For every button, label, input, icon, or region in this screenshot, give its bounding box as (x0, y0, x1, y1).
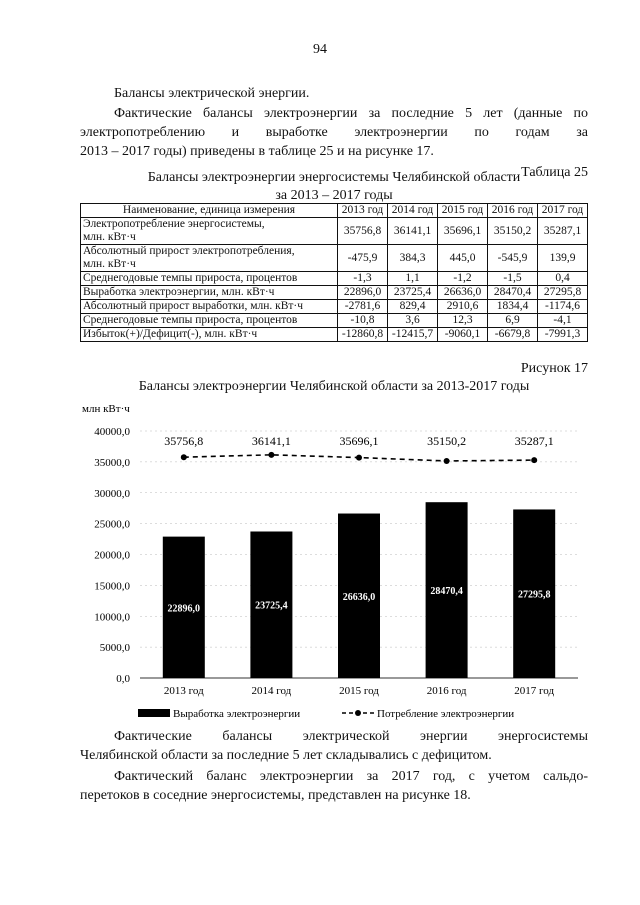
y-tick-label: 20000,0 (94, 549, 130, 562)
cell: 36141,1 (388, 218, 438, 245)
row-name: Электропотребление энергосистемы, млн. кВт·ч (81, 218, 338, 245)
cell: 0,4 (538, 272, 588, 286)
figure-label: Рисунок 17 (520, 361, 588, 376)
x-tick-label: 2016 год (426, 685, 467, 697)
y-tick-label: 40000,0 (94, 426, 130, 438)
intro-line-2: электропотреблению и выработке электроэнергии по годам за (80, 125, 588, 140)
row-name: Среднегодовые темпы прироста, процентов (81, 314, 338, 328)
cell: 27295,8 (538, 286, 588, 300)
cell: -7991,3 (538, 328, 588, 342)
x-tick-label: 2013 год (163, 685, 204, 697)
cell: 384,3 (388, 245, 438, 272)
cell: -12415,7 (388, 328, 438, 342)
cell: -10,8 (338, 314, 388, 328)
table-row (81, 245, 588, 272)
table-row (81, 328, 588, 342)
legend-bar-label: Выработка электроэнергии (173, 708, 301, 720)
closing-p1-line-2: Челябинской области за последние 5 лет складывались с дефицитом. (80, 748, 492, 763)
cell: 35287,1 (538, 218, 588, 245)
bar-value-label: 22896,0 (167, 603, 201, 615)
header-2017: 2017 год (538, 204, 588, 218)
consumption-value-label: 35756,8 (164, 434, 204, 448)
cell: -545,9 (488, 245, 538, 272)
y-tick-label: 10000,0 (94, 611, 130, 624)
consumption-point (531, 457, 537, 463)
cell: 6,9 (488, 314, 538, 328)
table-row (81, 300, 588, 314)
y-tick-label: 15000,0 (94, 580, 130, 593)
x-tick-label: 2015 год (339, 685, 379, 697)
page-number: 94 (313, 42, 327, 57)
row-name: Абсолютный прирост электропотребления, млн. кВт·ч (81, 245, 338, 272)
bar-value-label: 23725,4 (255, 600, 288, 612)
cell: 139,9 (538, 245, 588, 272)
consumption-value-label: 36141,1 (251, 434, 291, 448)
consumption-value-label: 35696,1 (339, 434, 379, 448)
table-title-line-1: Балансы электроэнергии энергосистемы Челябинской области (147, 170, 521, 185)
header-2016: 2016 год (488, 204, 538, 218)
balance-table (80, 203, 588, 342)
x-tick-label: 2014 год (251, 685, 292, 697)
cell: -1,5 (488, 272, 538, 286)
header-name: Наименование, единица измерения (81, 204, 338, 218)
cell: 28470,4 (488, 286, 538, 300)
cell: -12860,8 (338, 328, 388, 342)
y-tick-label: 35000,0 (94, 456, 130, 469)
header-2014: 2014 год (388, 204, 438, 218)
consumption-point (444, 458, 450, 464)
table-header-row (81, 204, 588, 218)
cell: -4,1 (538, 314, 588, 328)
legend-bar-swatch (138, 709, 170, 717)
cell: 1,1 (388, 272, 438, 286)
bar-value-label: 27295,8 (517, 589, 551, 601)
row-name: Избыток(+)/Дефицит(-), млн. кВт·ч (81, 328, 338, 342)
row-name: Абсолютный прирост выработки, млн. кВт·ч (81, 300, 338, 314)
cell: 35696,1 (438, 218, 488, 245)
intro-line-3: 2013 – 2017 годы) приведены в таблице 25 и на рисунке 17. (80, 144, 434, 159)
y-tick-label: 5000,0 (99, 642, 130, 655)
row-name: Среднегодовые темпы прироста, процентов (81, 272, 338, 286)
cell: 22896,0 (338, 286, 388, 300)
cell: 445,0 (438, 245, 488, 272)
cell: -475,9 (338, 245, 388, 272)
x-tick-label: 2017 год (514, 685, 555, 697)
header-2013: 2013 год (338, 204, 388, 218)
bar-value-label: 28470,4 (430, 586, 463, 598)
closing-p1-line-1: Фактические балансы электрической энергии энергосистемы (114, 729, 588, 744)
cell: 1834,4 (488, 300, 538, 314)
intro-line-1: Фактические балансы электроэнергии за последние 5 лет (данные по (114, 106, 588, 121)
legend-line-marker (355, 710, 361, 716)
table-row (81, 218, 588, 245)
row-name: Выработка электроэнергии, млн. кВт·ч (81, 286, 338, 300)
cell: -1,2 (438, 272, 488, 286)
consumption-point (356, 455, 362, 461)
cell: -9060,1 (438, 328, 488, 342)
consumption-value-label: 35287,1 (514, 434, 554, 448)
cell: 3,6 (388, 314, 438, 328)
legend-line-label: Потребление электроэнергии (377, 708, 515, 720)
cell: 2910,6 (438, 300, 488, 314)
table-row (81, 272, 588, 286)
header-2015: 2015 год (438, 204, 488, 218)
closing-p2-line-2: перетоков в соседние энергосистемы, представлен на рисунке 18. (80, 788, 471, 803)
consumption-value-label: 35150,2 (427, 434, 467, 448)
table-title-line-2: за 2013 – 2017 годы (275, 188, 393, 203)
table-row (81, 286, 588, 300)
cell: 35150,2 (488, 218, 538, 245)
y-tick-label: 30000,0 (94, 487, 130, 500)
cell: -2781,6 (338, 300, 388, 314)
section-title: Балансы электрической энергии. (114, 86, 310, 101)
consumption-point (181, 454, 187, 460)
table-row (81, 314, 588, 328)
cell: -6679,8 (488, 328, 538, 342)
consumption-point (268, 452, 274, 458)
y-axis-label: млн кВт·ч (82, 403, 130, 415)
cell: -1,3 (338, 272, 388, 286)
bar-value-label: 26636,0 (342, 591, 376, 603)
cell: 23725,4 (388, 286, 438, 300)
table-label: Таблица 25 (521, 165, 588, 180)
cell: -1174,6 (538, 300, 588, 314)
y-tick-label: 0,0 (116, 673, 130, 685)
balance-chart (0, 395, 640, 730)
cell: 35756,8 (338, 218, 388, 245)
y-tick-label: 25000,0 (94, 518, 130, 531)
closing-p2-line-1: Фактический баланс электроэнергии за 2017 год, с учетом сальдо- (114, 769, 588, 784)
cell: 12,3 (438, 314, 488, 328)
figure-title: Балансы электроэнергии Челябинской области за 2013-2017 годы (138, 379, 530, 394)
cell: 26636,0 (438, 286, 488, 300)
cell: 829,4 (388, 300, 438, 314)
chart-legend (138, 708, 514, 720)
